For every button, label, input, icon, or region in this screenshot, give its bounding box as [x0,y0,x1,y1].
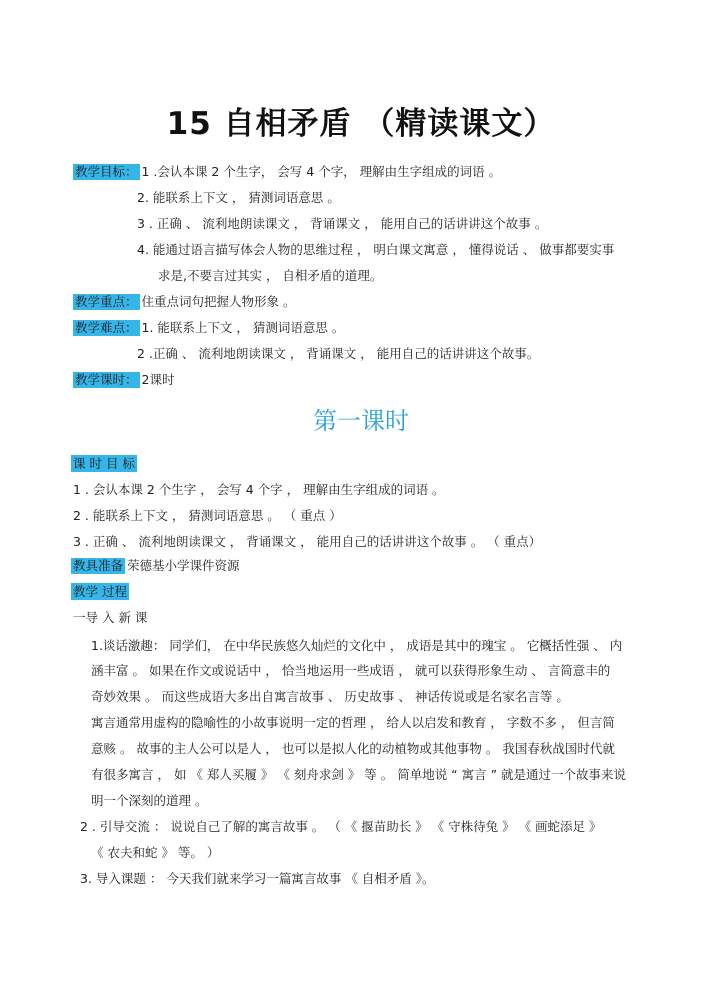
difficulty-item: 2 .正确 、 流利地朗读课文 ， 背诵课文 ， 能用自己的话讲讲这个故事。 [137,346,540,361]
process-line: 明一个深刻的道理 。 [91,793,208,808]
page-title: 15 自相矛盾 （精读课文） [166,106,556,142]
process-line: 《 农夫和蛇 》 等。 ） [91,845,220,860]
objective-item: 3 . 正确 、 流利地朗读课文 ， 背诵课文 ， 能用自己的话讲讲这个故事 。 [137,216,548,231]
class-hours-text: 2课时 [141,372,175,387]
objective-item: 2. 能联系上下文 ， 猜测词语意思 。 [137,190,340,205]
difficulties-line-1 [73,320,344,336]
objective-item: 1 .会认本课 2 个生字， 会写 4 个字， 理解由生字组成的词语 。 [141,164,502,179]
process-line: 2 . 引导交流 ： 说说自己了解的寓言故事 。 （ 《 揠苗助长 》 《 守株待兔 》 《 画蛇添足 》 [80,819,602,834]
process-line: 1.谈话激趣： 同学们， 在中华民族悠久灿烂的文化中 ， 成语是其中的瑰宝 。 它概括性强 、 内 [91,638,623,653]
process-line: 奇妙效果 。 而这些成语大多出自寓言故事 、 历史故事 、 神话传说或是名家名言等 。 [91,689,569,704]
process-step-heading: 一导 入 新 课 [73,610,148,625]
objective-item: 求是,不要言过其实 ， 自相矛盾的道理。 [158,268,383,283]
key-points-line [73,294,296,310]
lesson-goal-item: 2 . 能联系上下文 ， 猜测词语意思 。 （ 重点 ） [73,508,342,523]
lesson-goals-label: 课 时 目 标 [73,456,135,471]
process-label: 教学 过程 [73,584,127,599]
class-hours-label: 教学课时： [75,372,138,387]
process-line: 3. 导入课题 ： 今天我们就来学习一篇寓言故事 《 自相矛盾 》。 [80,871,435,886]
section-title: 第一课时 [313,407,409,435]
materials-label: 教具准备 [73,558,124,573]
objective-item: 4. 能通过语言描写体会人物的思维过程 ， 明白课文寓意 ， 懂得说话 、 做事都要实事 [137,242,615,257]
objectives-label: 教学目标： [75,164,138,179]
objectives-line-1 [73,164,501,180]
materials-text: 荣德基小学课件资源 [127,558,240,573]
process-line: 意赅 。 故事的主人公可以是人 ， 也可以是拟人化的动植物或其他事物 。 我国春秋战国时代就 [91,741,615,756]
lesson-goal-item: 1 . 会认本课 2 个生字 ， 会写 4 个字 ， 理解由生字组成的词语 。 [73,482,445,497]
key-points-label: 教学重点： [75,294,138,309]
process-line: 有很多寓言 ， 如 《 郑人买履 》 《 刻舟求剑 》 等 。 简单地说 “ 寓言 ” 就是通过一个故事来说 [91,767,627,782]
materials-line [71,558,240,574]
difficulty-item: 1. 能联系上下文 ， 猜测词语意思 。 [141,320,345,335]
class-hours-line [73,372,174,388]
lesson-goal-item: 3 . 正确 、 流利地朗读课文 ， 背诵课文 ， 能用自己的话讲讲这个故事 。 （ 重点） [73,534,542,549]
process-line: 寓言通常用虚构的隐喻性的小故事说明一定的哲理 ， 给人以启发和教育 ， 字数不多 ， 但言简 [91,715,615,730]
key-points-text: 住重点词句把握人物形象 。 [141,294,296,309]
process-line: 涵丰富 。 如果在作文或说话中 ， 恰当地运用一些成语 ， 就可以获得形象生动 、 言简意丰的 [91,663,611,678]
difficulties-label: 教学难点： [75,320,138,335]
